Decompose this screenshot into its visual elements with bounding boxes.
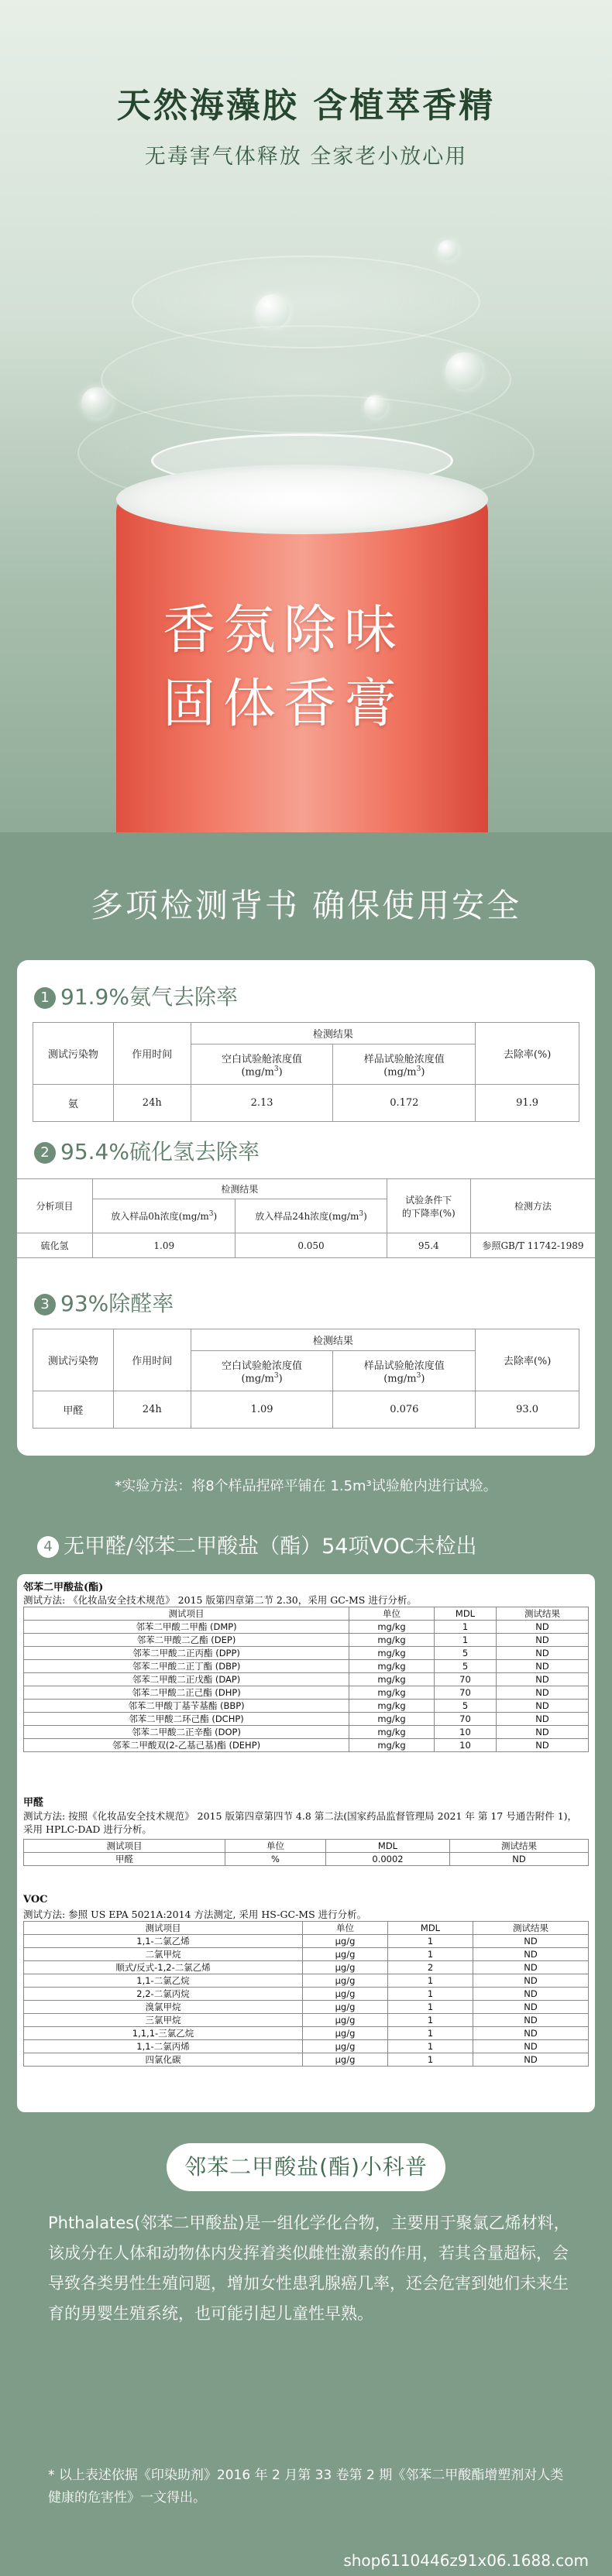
header-cell: 检测结果 xyxy=(93,1179,387,1199)
cell: ND xyxy=(473,1948,589,1961)
cell: μg/g xyxy=(303,1948,388,1961)
cell: 5 xyxy=(435,1660,497,1673)
cell: 93.0 xyxy=(476,1391,579,1429)
header-initial: 放入样品0h浓度(mg/m xyxy=(111,1211,209,1222)
cell: 1 xyxy=(388,2001,473,2014)
voc-title-text: VOC xyxy=(23,1894,48,1905)
cell: 95.4 xyxy=(387,1233,470,1258)
header-cell: 样品试验舱浓度值 $(mg/m^3)$ xyxy=(333,1351,476,1391)
table-row xyxy=(24,1621,589,1634)
table-header-row xyxy=(24,1922,589,1935)
cell: 1 xyxy=(388,1974,473,1988)
cell: 1 xyxy=(435,1621,497,1634)
table-row xyxy=(24,1726,589,1739)
cell: ND xyxy=(473,2014,589,2027)
cell: ND xyxy=(473,2001,589,2014)
can-label-line2: 固体香膏 xyxy=(163,674,405,735)
header-cell: MDL xyxy=(435,1607,497,1621)
header-cell: 测试污染物 xyxy=(33,1329,114,1391)
cell: 0.0002 xyxy=(326,1853,450,1866)
experiment-note: *实验方法：将8个样品捏碎平铺在 1.5m³试验舱内进行试验。 xyxy=(115,1478,497,1494)
table-row xyxy=(33,1391,579,1429)
number-badge: 3 xyxy=(34,1294,56,1315)
cell: μg/g xyxy=(303,2040,388,2053)
cell: μg/g xyxy=(303,2001,388,2014)
cell: 1 xyxy=(388,1988,473,2001)
cell: 硫化氢 xyxy=(17,1233,93,1258)
cell: μg/g xyxy=(303,2027,388,2040)
table-row xyxy=(24,2040,589,2053)
cell: ND xyxy=(497,1634,589,1647)
header-cell: 单位 xyxy=(225,1840,326,1853)
bubble-icon xyxy=(256,294,290,328)
table-row xyxy=(24,1853,589,1866)
cell: 邻苯二甲酸二正丁酯 (DBP) xyxy=(24,1660,349,1673)
table-header-row xyxy=(24,1840,589,1853)
cell: ND xyxy=(450,1853,589,1866)
cell: 1 xyxy=(388,1935,473,1948)
header-cell: 样品试验舱浓度值 $(mg/m^3)$ xyxy=(333,1044,476,1085)
header-unit: (mg/m xyxy=(383,1373,417,1385)
cell: 1,1-二氯乙烯 xyxy=(24,1935,303,1948)
bubble-icon xyxy=(438,240,458,260)
header-unit: (mg/m xyxy=(241,1373,274,1385)
cell: ND xyxy=(497,1660,589,1673)
cell: 1.09 xyxy=(191,1391,333,1429)
header-cell: 测试项目 xyxy=(24,1922,303,1935)
cell: 1,1,1-三氯乙烷 xyxy=(24,2027,303,2040)
science-title-pill: 邻苯二甲酸盐(酯)小科普 xyxy=(167,2143,445,2191)
table-row xyxy=(24,2053,589,2067)
cell: ND xyxy=(473,1988,589,2001)
h2s-title xyxy=(34,1135,260,1166)
bubble-icon xyxy=(364,395,387,418)
formaldehyde-table xyxy=(33,1329,579,1429)
header-blank: 空白试验舱浓度值 xyxy=(222,1360,303,1372)
header-cell: MDL xyxy=(388,1922,473,1935)
cell: mg/kg xyxy=(349,1713,435,1726)
cell: mg/kg xyxy=(349,1660,435,1673)
header-cell: 分析项目 xyxy=(17,1179,93,1233)
table-row xyxy=(24,1974,589,1988)
cell: ND xyxy=(497,1739,589,1752)
cell: 二氯甲烷 xyxy=(24,1948,303,1961)
table-row xyxy=(24,2001,589,2014)
fa-method: 测试方法: 按照《化妆品安全技术规范》 2015 版第四章第四节 4.8 第二法(国家药品监督管理局 2021 年 第 17 号通告附件 1)，采用 HPLC-DAD 进行分析。 xyxy=(23,1810,578,1835)
cell: 2.13 xyxy=(191,1085,333,1122)
cell: 10 xyxy=(435,1726,497,1739)
header-cell: 去除率(%) xyxy=(476,1023,579,1085)
cell: 5 xyxy=(435,1647,497,1660)
cell: 邻苯二甲酸二正辛酯 (DOP) xyxy=(24,1726,349,1739)
cell: μg/g xyxy=(303,2014,388,2027)
fa-title-text: 甲醛 xyxy=(23,1797,44,1809)
voc-heading xyxy=(37,1529,477,1559)
header-cell: 作用时间 xyxy=(113,1023,191,1085)
cell: μg/g xyxy=(303,2053,388,2067)
voc-title xyxy=(23,1893,48,1905)
table-row xyxy=(24,2014,589,2027)
table-header-row xyxy=(24,1607,589,1621)
cell: 邻苯二甲酸二正戊酯 (DAP) xyxy=(24,1673,349,1686)
cell: ND xyxy=(473,2027,589,2040)
header-cell: 单位 xyxy=(349,1607,435,1621)
header-cell: 测试结果 xyxy=(497,1607,589,1621)
table-row xyxy=(33,1085,579,1122)
header-sample: 样品试验舱浓度值 xyxy=(363,1053,445,1065)
header-cell: 空白试验舱浓度值 $(mg/m^3)$ xyxy=(191,1351,333,1391)
cell: 1,1-二氯丙烯 xyxy=(24,2040,303,2053)
number-badge: 1 xyxy=(34,987,56,1009)
header-sample: 样品试验舱浓度值 xyxy=(363,1360,445,1372)
cell: 甲醛 xyxy=(33,1391,114,1429)
hero-banner xyxy=(0,0,612,832)
header-rate-line1: 试验条件下 xyxy=(405,1194,452,1206)
h2s-title-text: 95.4%硫化氢去除率 xyxy=(60,1139,260,1165)
cell: 2,2-二氯丙烷 xyxy=(24,1988,303,2001)
cell: % xyxy=(225,1853,326,1866)
formaldehyde-title-text: 93%除醛率 xyxy=(60,1291,174,1316)
cell: mg/kg xyxy=(349,1634,435,1647)
cell: 三氯甲烷 xyxy=(24,2014,303,2027)
cell: 1 xyxy=(388,2040,473,2053)
cell: 邻苯二甲酸二甲酯 (DMP) xyxy=(24,1621,349,1634)
cell: mg/kg xyxy=(349,1700,435,1713)
cell: 邻苯二甲酸二乙酯 (DEP) xyxy=(24,1634,349,1647)
cell: ND xyxy=(497,1673,589,1686)
hero-title: 天然海藻胶 含植萃香精 xyxy=(116,86,496,125)
h2s-table xyxy=(17,1178,595,1258)
table-row xyxy=(24,1700,589,1713)
voc-table xyxy=(23,1921,589,2067)
table-row xyxy=(24,1935,589,1948)
bubble-icon xyxy=(81,387,112,418)
cell: ND xyxy=(497,1647,589,1660)
cell: 邻苯二甲酸双(2-乙基己基)酯 (DEHP) xyxy=(24,1739,349,1752)
cell: 顺式/反式-1,2-二氯乙烯 xyxy=(24,1961,303,1974)
shop-watermark: shop6110446z91x06.1688.com xyxy=(343,2551,589,2570)
cell: ND xyxy=(473,1974,589,1988)
header-cell: 去除率(%) xyxy=(476,1329,579,1391)
table-row xyxy=(24,1713,589,1726)
cell: 2 xyxy=(388,1961,473,1974)
fa-title xyxy=(23,1794,43,1809)
cell: ND xyxy=(497,1726,589,1739)
table-row xyxy=(24,1673,589,1686)
header-cell: MDL xyxy=(326,1840,450,1853)
table-row xyxy=(24,1660,589,1673)
voc-method: 测试方法: 参照 US EPA 5021A:2014 方法测定, 采用 HS-GC-MS 进行分析。 xyxy=(23,1909,367,1920)
cell: 0.076 xyxy=(333,1391,476,1429)
voc-heading-text: 无甲醛/邻苯二甲酸盐（酯）54项VOC未检出 xyxy=(64,1535,477,1559)
hero-subtitle: 无毒害气体释放 全家老小放心用 xyxy=(144,145,468,169)
cell: 1 xyxy=(388,2027,473,2040)
table-row xyxy=(24,1988,589,2001)
header-cell: 放入样品24h浓度$(mg/m^3)$ xyxy=(236,1199,387,1233)
cell: μg/g xyxy=(303,1935,388,1948)
cell: 1.09 xyxy=(93,1233,236,1258)
header-cell: 测试结果 xyxy=(473,1922,589,1935)
product-can-lid xyxy=(116,465,488,534)
header-cell: 测试项目 xyxy=(24,1607,349,1621)
header-cell: 检测结果 xyxy=(191,1329,476,1351)
cell: ND xyxy=(473,1961,589,1974)
phthalate-title-text: 邻苯二甲酸盐(酯) xyxy=(23,1582,104,1593)
section-title: 多项检测背书 确保使用安全 xyxy=(90,887,522,924)
cell: 邻苯二甲酸二正己酯 (DHP) xyxy=(24,1686,349,1700)
ammonia-title-text: 91.9%氨气去除率 xyxy=(60,984,238,1010)
table-row xyxy=(17,1233,595,1258)
table-row xyxy=(24,1948,589,1961)
header-unit: (mg/m xyxy=(241,1066,274,1079)
cell: ND xyxy=(473,1935,589,1948)
cell: 1 xyxy=(388,2014,473,2027)
cell: mg/kg xyxy=(349,1739,435,1752)
fa-table xyxy=(23,1839,589,1866)
cell: ND xyxy=(497,1686,589,1700)
can-label-line1: 香氛除味 xyxy=(163,600,405,661)
science-reference: * 以上表述依据《印染助剂》2016 年 2 月第 33 卷第 2 期《邻苯二甲酸酯增塑剂对人类健康的危害性》一文得出。 xyxy=(48,2468,564,2506)
cell: 邻苯二甲酸二正丙酯 (DPP) xyxy=(24,1647,349,1660)
header-unit: (mg/m xyxy=(383,1066,417,1079)
cell: 70 xyxy=(435,1713,497,1726)
table-row xyxy=(24,1647,589,1660)
cell: 参照GB/T 11742-1989 xyxy=(471,1233,596,1258)
header-cell: 检测方法 xyxy=(471,1179,596,1233)
table-row xyxy=(24,1686,589,1700)
cell: 邻苯二甲酸丁基苄基酯 (BBP) xyxy=(24,1700,349,1713)
header-cell: 测试结果 xyxy=(450,1840,589,1853)
number-badge: 2 xyxy=(34,1142,56,1164)
cell: 24h xyxy=(113,1085,191,1122)
cell: ND xyxy=(473,2053,589,2067)
cell: 91.9 xyxy=(476,1085,579,1122)
cell: mg/kg xyxy=(349,1647,435,1660)
cell: 溴氯甲烷 xyxy=(24,2001,303,2014)
cell: 邻苯二甲酸二环己酯 (DCHP) xyxy=(24,1713,349,1726)
cell: 24h xyxy=(113,1391,191,1429)
table-row xyxy=(24,1634,589,1647)
cell: 氨 xyxy=(33,1085,114,1122)
header-cell: 作用时间 xyxy=(113,1329,191,1391)
cell: μg/g xyxy=(303,1988,388,2001)
cell: mg/kg xyxy=(349,1686,435,1700)
bubble-icon xyxy=(445,352,483,389)
table-row xyxy=(24,1739,589,1752)
cell: 四氯化碳 xyxy=(24,2053,303,2067)
science-paragraph: Phthalates(邻苯二甲酸盐)是一组化学化合物，主要用于聚氯乙烯材料，该成分在人体和动物体内发挥着类似雌性激素的作用，若其含量超标，会导致各类男性生殖问题，增加女性患乳腺癌几率，还会危害到她们未来生育的男婴生殖系统，也可能引起儿童性早熟。 xyxy=(48,2214,570,2323)
header-cell: 空白试验舱浓度值 $(mg/m^3)$ xyxy=(191,1044,333,1085)
cell: ND xyxy=(473,2040,589,2053)
cell: μg/g xyxy=(303,1974,388,1988)
header-rate-line2: 的下降率(%) xyxy=(401,1207,456,1219)
test-results-card xyxy=(17,960,595,1456)
cell: 1 xyxy=(388,1948,473,1961)
cell: 0.172 xyxy=(333,1085,476,1122)
header-after: 放入样品24h浓度(mg/m xyxy=(255,1211,359,1222)
cell: ND xyxy=(497,1700,589,1713)
formaldehyde-title xyxy=(34,1287,174,1318)
cell: ND xyxy=(497,1621,589,1634)
cell: 1,1-二氯乙烷 xyxy=(24,1974,303,1988)
header-cell: 单位 xyxy=(303,1922,388,1935)
header-cell: 测试污染物 xyxy=(33,1023,114,1085)
phthalate-title xyxy=(23,1579,103,1593)
cell: 70 xyxy=(435,1686,497,1700)
cell: 甲醛 xyxy=(24,1853,225,1866)
cell: μg/g xyxy=(303,1961,388,1974)
cell: mg/kg xyxy=(349,1726,435,1739)
cell: 10 xyxy=(435,1739,497,1752)
cell: 70 xyxy=(435,1673,497,1686)
cell: 5 xyxy=(435,1700,497,1713)
phthalate-method: 测试方法: 《化妆品安全技术规范》 2015 版第四章第二节 2.30，采用 GC-MS 进行分析。 xyxy=(23,1594,417,1606)
ammonia-title xyxy=(34,980,238,1011)
cell: 0.050 xyxy=(236,1233,387,1258)
number-badge: 4 xyxy=(37,1536,59,1558)
cell: mg/kg xyxy=(349,1673,435,1686)
table-row xyxy=(24,2027,589,2040)
voc-report-card xyxy=(17,1574,595,2112)
header-cell: 检测结果 xyxy=(191,1023,476,1044)
cell: 1 xyxy=(435,1634,497,1647)
cell: 1 xyxy=(388,2053,473,2067)
cell: ND xyxy=(497,1713,589,1726)
header-blank: 空白试验舱浓度值 xyxy=(222,1053,303,1065)
header-cell: 测试项目 xyxy=(24,1840,225,1853)
ammonia-table xyxy=(33,1022,579,1122)
header-cell xyxy=(387,1179,470,1233)
phthalate-table xyxy=(23,1607,589,1752)
table-row xyxy=(24,1961,589,1974)
cell: mg/kg xyxy=(349,1621,435,1634)
header-cell: 放入样品0h浓度$(mg/m^3)$ xyxy=(93,1199,236,1233)
